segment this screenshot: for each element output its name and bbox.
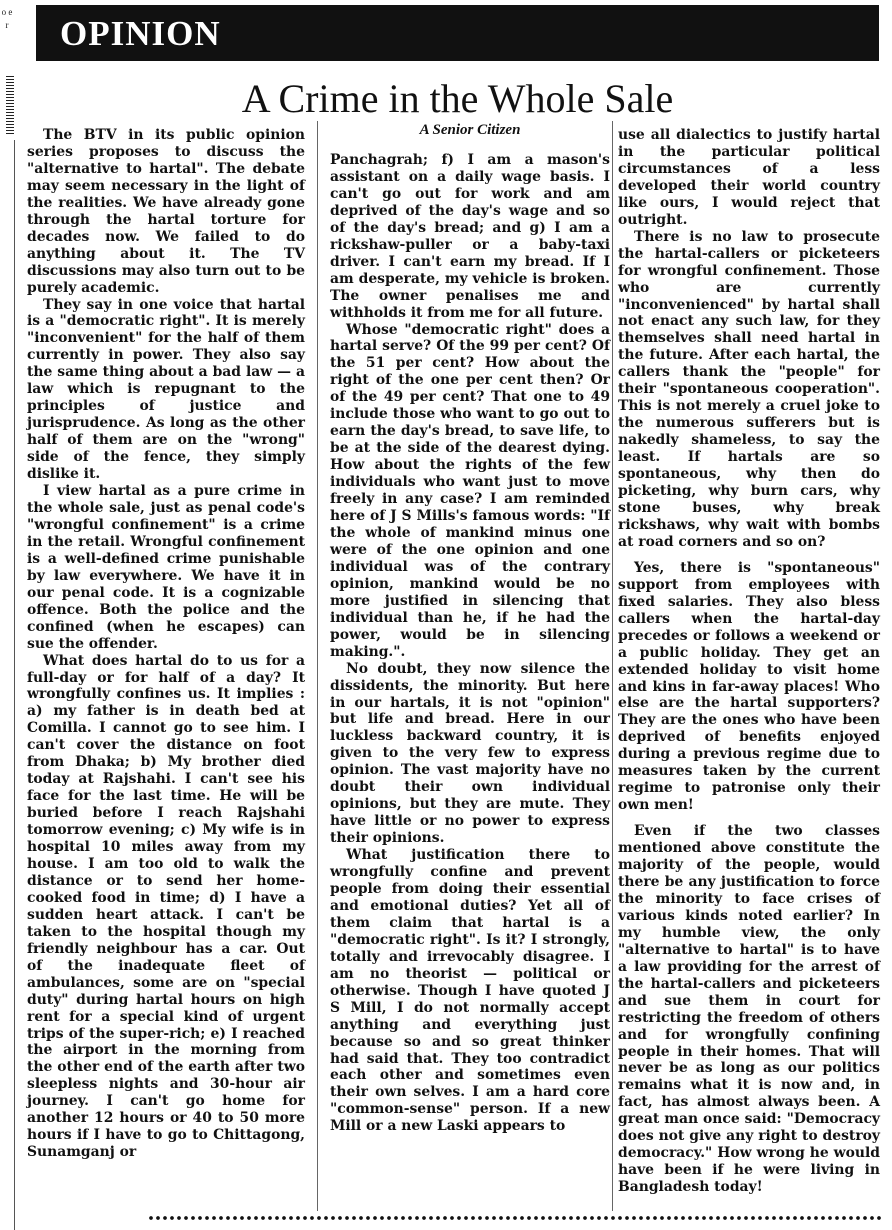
paragraph: I view hartal as a pure crime in the whole sale, just as penal code's "wrongful confinement" is a crime in the retail. Wrongful confinement is a well-defined crime punishable by law everywhere. We have it in our penal code. It is a cognizable offence. Both the police and the confined (when he escapes) can sue the offender.	[27, 483, 305, 652]
dotted-bottom-rule	[148, 1215, 883, 1221]
paragraph: No doubt, they now silence the dissidents, the minority. But here in our hartals, it is not "opinion" but life and bread. Here in our luckless backward country, it is given to the very few to express opinion. The vast majority have no doubt their own individual opinions, but they are mute. They have little or no power to express their opinions.	[330, 660, 610, 847]
paragraph: Yes, there is "spontaneous" support from employees with fixed salaries. They also bless callers when the hartal-day precedes or follows a weekend or a public holiday. They get an extended holiday to visit home and kins in far-away places! Who else are the hartal supporters? They are the ones who have been deprived of benefits enjoyed during a previous regime due to measures taken by the current regime to patronise only their own men!	[618, 559, 880, 814]
adjacent-page-edge	[0, 0, 16, 1230]
paragraph: Even if the two classes mentioned above constitute the majority of the people, would there be any justification to force the minority to face crises of various kinds noted earlier? In my humble view, the only "alternative to hartal" is to have a law providing for the arrest of the hartal-callers and picketeers and sue them in court for restricting the freedom of others and for wrongfully confining people in their homes. That will never be as long as our politics remains what it is now and, in fact, has almost always been. A great man once said: "Democracy does not give any right to destroy democracy." How wrong he would have been if he were living in Bangladesh today!	[618, 823, 880, 1196]
paragraph: There is no law to prosecute the hartal-callers or picketeers for wrongful confinement. Those who are currently "inconvenienced" by hartal shall not enact any such law, for they themselves shall need hartal in the future. After each hartal, the callers thank the "people" for their "spontaneous cooperation". This is not merely a cruel joke to the numerous sufferers but is nakedly shameless, to say the least. If hartals are so spontaneous, why then do picketing, why burn cars, why stone buses, why break rickshaws, why wait with bombs at road corners and so on?	[618, 228, 880, 550]
paragraph: The BTV in its public opinion series proposes to discuss the "alternative to hartal". The debate may seem necessary in the light of the realities. We have already gone through the hartal torture for decades now. We failed to do anything about it. The TV discussions may also turn out to be purely academic.	[27, 127, 305, 296]
article-column-2	[330, 152, 610, 1135]
article-byline: A Senior Citizen	[419, 122, 521, 138]
section-label: OPINION	[60, 14, 221, 53]
paragraph: Whose "democratic right" does a hartal serve? Of the 99 per cent? Of the 51 per cent? How about the right of the one per cent then? Or of the 49 per cent? That one to 49 include those who want to go out to earn the day's bread, to save life, to be at the side of the dearest dying. How about the rights of the few individuals who want just to move freely in any case? I am reminded here of J S Mills's famous words: "If the whole of mankind minus one were of the one opinion and one individual was of the contrary opinion, mankind would be no more justified in silencing that individual than he, if he had the power, would be in silencing making.".	[330, 321, 610, 660]
column-rule	[612, 121, 613, 1211]
paragraph: use all dialectics to justify hartal in the particular political circumstances of a less developed their world country like ours, I would reject that outright.	[618, 127, 880, 228]
edge-divider	[14, 140, 15, 1230]
article-column-3	[618, 127, 880, 1196]
edge-text: o e r	[1, 7, 13, 30]
paragraph: What does hartal do to us for a full-day or for half of a day? It wrongfully confines us. It implies : a) my father is in death bed at Comilla. I cannot go to see him. I can't cover the distance on foot from Dhaka; b) My brother died today at Rajshahi. I can't see his face for the last time. He will be buried before I reach Rajshahi tomorrow evening; c) My wife is in hospital 10 miles away from my house. I am too old to walk the distance or to send her home-cooked food in time; d) I have a sudden heart attack. I can't be taken to the hospital though my friendly neighbour has a car. Out of the inadequate fleet of ambulances, some are on "special duty" during hartal hours on high rent for a special kind of urgent trips of the super-rich; e) I reached the airport in the morning from the other end of the earth after two sleepless nights and 30-hour air journey. I can't go home for another 12 hours or 40 to 50 more hours if I have to go to Chittagong, Sunamganj or	[27, 652, 305, 1161]
paragraph: They say in one voice that hartal is a "democratic right". It is merely "inconvenient" for the half of them currently in power. They also say the same thing about a bad law — a law which is repugnant to the principles of justice and jurisprudence. As long as the other half of them are on the "wrong" side of the fence, they simply dislike it.	[27, 296, 305, 483]
section-banner	[36, 5, 879, 61]
article-column-1	[27, 127, 305, 1161]
paragraph: Panchagrah; f) I am a mason's assistant on a daily wage basis. I can't go out for work and am deprived of the day's wage and so of the day's bread; and g) I am a rickshaw-puller or a baby-taxi driver. I can't earn my bread. If I am desperate, my vehicle is broken. The owner penalises me and withholds it from me for all future.	[330, 152, 610, 321]
article-headline: A Crime in the Whole Sale	[241, 76, 674, 121]
paragraph: What justification there to wrongfully confine and prevent people from doing their essential and emotional duties? Yet all of them claim that hartal is a "democratic right". Is it? I strongly, totally and irrevocably disagree. I am no theorist — political or otherwise. Though I have quoted J S Mill, I do not normally accept anything and everything just because so and so great thinker had said that. They too contradict each other and sometimes even their own selves. I am a hard core "common-sense" person. If a new Mill or a new Laski appears to	[330, 847, 610, 1135]
column-rule	[317, 121, 318, 1211]
edge-rule	[6, 76, 14, 134]
